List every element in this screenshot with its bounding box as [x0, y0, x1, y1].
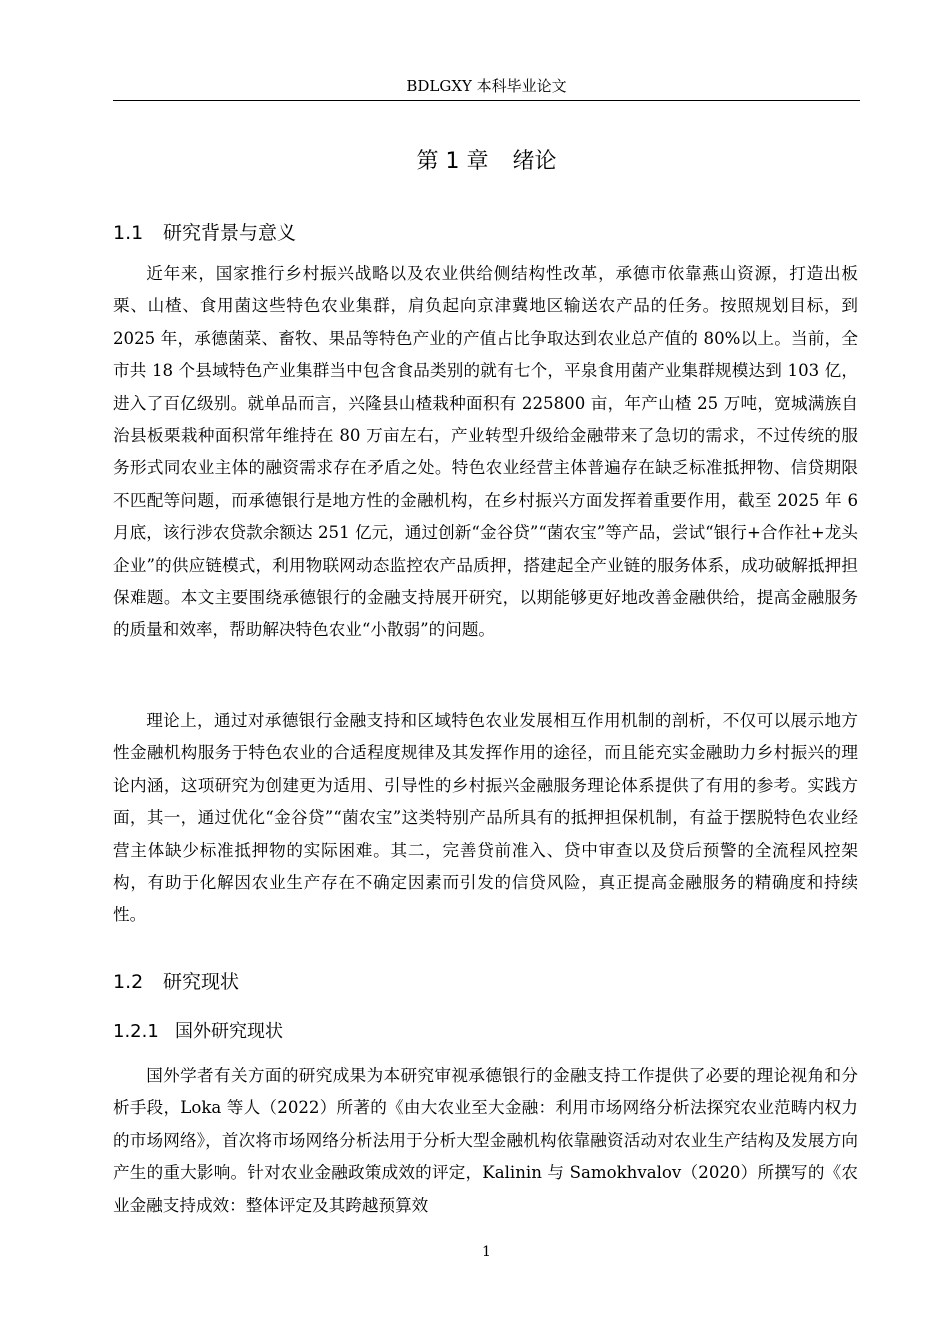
section-heading-1-2 — [113, 968, 239, 996]
body-paragraph: 近年来，国家推行乡村振兴战略以及农业供给侧结构性改革，承德市依靠燕山资源，打造出板栗、山楂、食用菌这些特色农业集群，肩负起向京津冀地区输送农产品的任务。按照规划目标，到 2025 年，承德菌菜、畜牧、果品等特色产业的产值占比争取达到农业总产值的 80%以上。当前，全市共 18 个县域特色产业集群当中包含食品类别的就有七个，平泉食用菌产业集群规模达到 103 亿，进入了百亿级别。就单品而言，兴隆县山楂栽种面积有 225800 亩，年产山楂 25 万吨，宽城满族自治县板栗栽种面积常年维持在 80 万亩左右，产业转型升级给金融带来了急切的需求，不过传统的服务形式同农业主体的融资需求存在矛盾之处。特色农业经营主体普遍存在缺乏标准抵押物、信贷期限不匹配等问题，而承德银行是地方性的金融机构，在乡村振兴方面发挥着重要作用，截至 2025 年 6 月底，该行涉农贷款余额达 251 亿元，通过创新“金谷贷”“菌农宝”等产品，尝试“银行+合作社+龙头企业”的供应链模式，利用物联网动态监控农产品质押，搭建起全产业链的服务体系，成功破解抵押担保难题。本文主要围绕承德银行的金融支持展开研究，以期能够更好地改善金融供给，提高金融服务的质量和效率，帮助解决特色农业“小散弱”的问题。 — [113, 264, 858, 640]
section-title: 研究背景与意义 — [163, 222, 297, 244]
chapter-number: 第 1 章 — [416, 149, 489, 174]
body-paragraph: 理论上，通过对承德银行金融支持和区域特色农业发展相互作用机制的剖析，不仅可以展示地方性金融机构服务于特色农业的合适程度规律及其发挥作用的途径，而且能充实金融助力乡村振兴的理论内涵，这项研究为创建更为适用、引导性的乡村振兴金融服务理论体系提供了有用的参考。实践方面，其一，通过优化“金谷贷”“菌农宝”这类特别产品所具有的抵押担保机制，有益于摆脱特色农业经营主体缺少标准抵押物的实际困难。其二，完善贷前准入、贷中审查以及贷后预警的全流程风控架构，有助于化解因农业生产存在不确定因素而引发的信贷风险，真正提高金融服务的精确度和持续性。 — [113, 711, 858, 925]
section-number: 1.1 — [113, 222, 144, 244]
page-number: 1 — [482, 1244, 491, 1260]
header-rule — [113, 100, 860, 101]
running-header: BDLGXY 本科毕业论文 — [406, 77, 567, 95]
chapter-title — [113, 146, 860, 178]
body-paragraph: 国外学者有关方面的研究成果为本研究审视承德银行的金融支持工作提供了必要的理论视角和分析手段，Loka 等人（2022）所著的《由大农业至大金融：利用市场网络分析法探究农业范畴内权力的市场网络》，首次将市场网络分析法用于分析大型金融机构依靠融资活动对农业生产结构及发展方向产生的重大影响。针对农业金融政策成效的评定，Kalinin 与 Samokhvalov（2020）所撰写的《农业金融支持成效：整体评定及其跨越预算效 — [113, 1066, 858, 1215]
subsection-number: 1.2.1 — [113, 1021, 159, 1042]
section-heading-1-1 — [113, 219, 296, 247]
subsection-heading-1-2-1 — [113, 1019, 283, 1045]
section-number: 1.2 — [113, 971, 144, 993]
chapter-name: 绪论 — [512, 149, 557, 174]
section-title: 研究现状 — [163, 971, 240, 993]
subsection-title: 国外研究现状 — [175, 1021, 283, 1042]
